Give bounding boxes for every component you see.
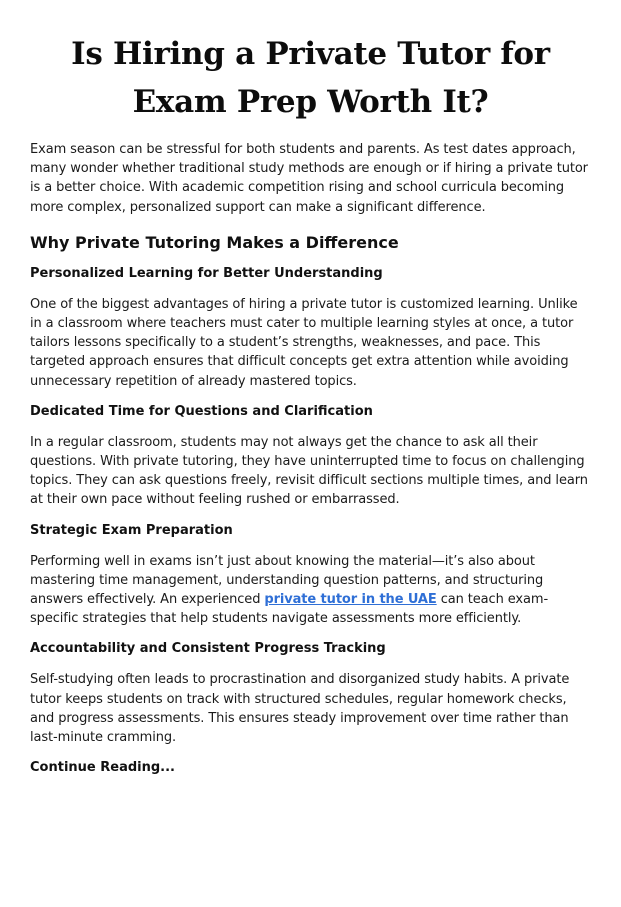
paragraph-strategic-prep bbox=[30, 552, 591, 629]
subsection-heading-personalized: Personalized Learning for Better Understanding bbox=[30, 265, 383, 281]
paragraph-personalized: One of the biggest advantages of hiring a private tutor is customized learning. Unlike in a classroom where teachers must cater to multiple learning styles at once, a tutor tailors lessons specifically to a student’s strengths, weaknesses, and pace. This targeted approach ensures that difficult concepts get extra attention while avoiding unnecessary repetition of already mastered topics. bbox=[30, 296, 578, 389]
private-tutor-link[interactable]: private tutor in the UAE bbox=[264, 592, 437, 608]
subsection-heading-strategic-prep: Strategic Exam Preparation bbox=[30, 522, 233, 538]
paragraph-accountability: Self-studying often leads to procrastination and disorganized study habits. A private tutor keeps students on track with structured schedules, regular homework checks, and progress assessments. This ensures steady improvement over time rather than last-minute cramming. bbox=[30, 672, 570, 746]
paragraph-text-after-link: can teach exam-specific strategies that help students navigate assessments more efficiently. bbox=[30, 592, 549, 627]
paragraph-dedicated-time: In a regular classroom, students may not always get the chance to ask all their questions. With private tutoring, they have uninterrupted time to focus on challenging topics. They can ask questions freely, revisit difficult sections multiple times, and learn at their own pace without feeling rushed or embarrassed. bbox=[30, 434, 588, 508]
article-title: Is Hiring a Private Tutor for Exam Prep Worth It? bbox=[71, 36, 550, 120]
section-heading: Why Private Tutoring Makes a Difference bbox=[30, 232, 399, 252]
continue-reading-label: Continue Reading... bbox=[30, 760, 175, 776]
paragraph-text-before-link: Performing well in exams isn’t just about knowing the material—it’s also about mastering time management, understanding question patterns, and structuring answers effectively. An experienced bbox=[30, 553, 544, 608]
intro-paragraph: Exam season can be stressful for both students and parents. As test dates approach, many wonder whether traditional study methods are enough or if hiring a private tutor is a better choice. With academic competition rising and school curricula becoming more complex, personalized support can make a significant difference. bbox=[30, 142, 588, 215]
subsection-heading-dedicated-time: Dedicated Time for Questions and Clarification bbox=[30, 403, 373, 419]
subsection-heading-accountability: Accountability and Consistent Progress Tracking bbox=[30, 641, 386, 657]
article bbox=[0, 30, 621, 777]
